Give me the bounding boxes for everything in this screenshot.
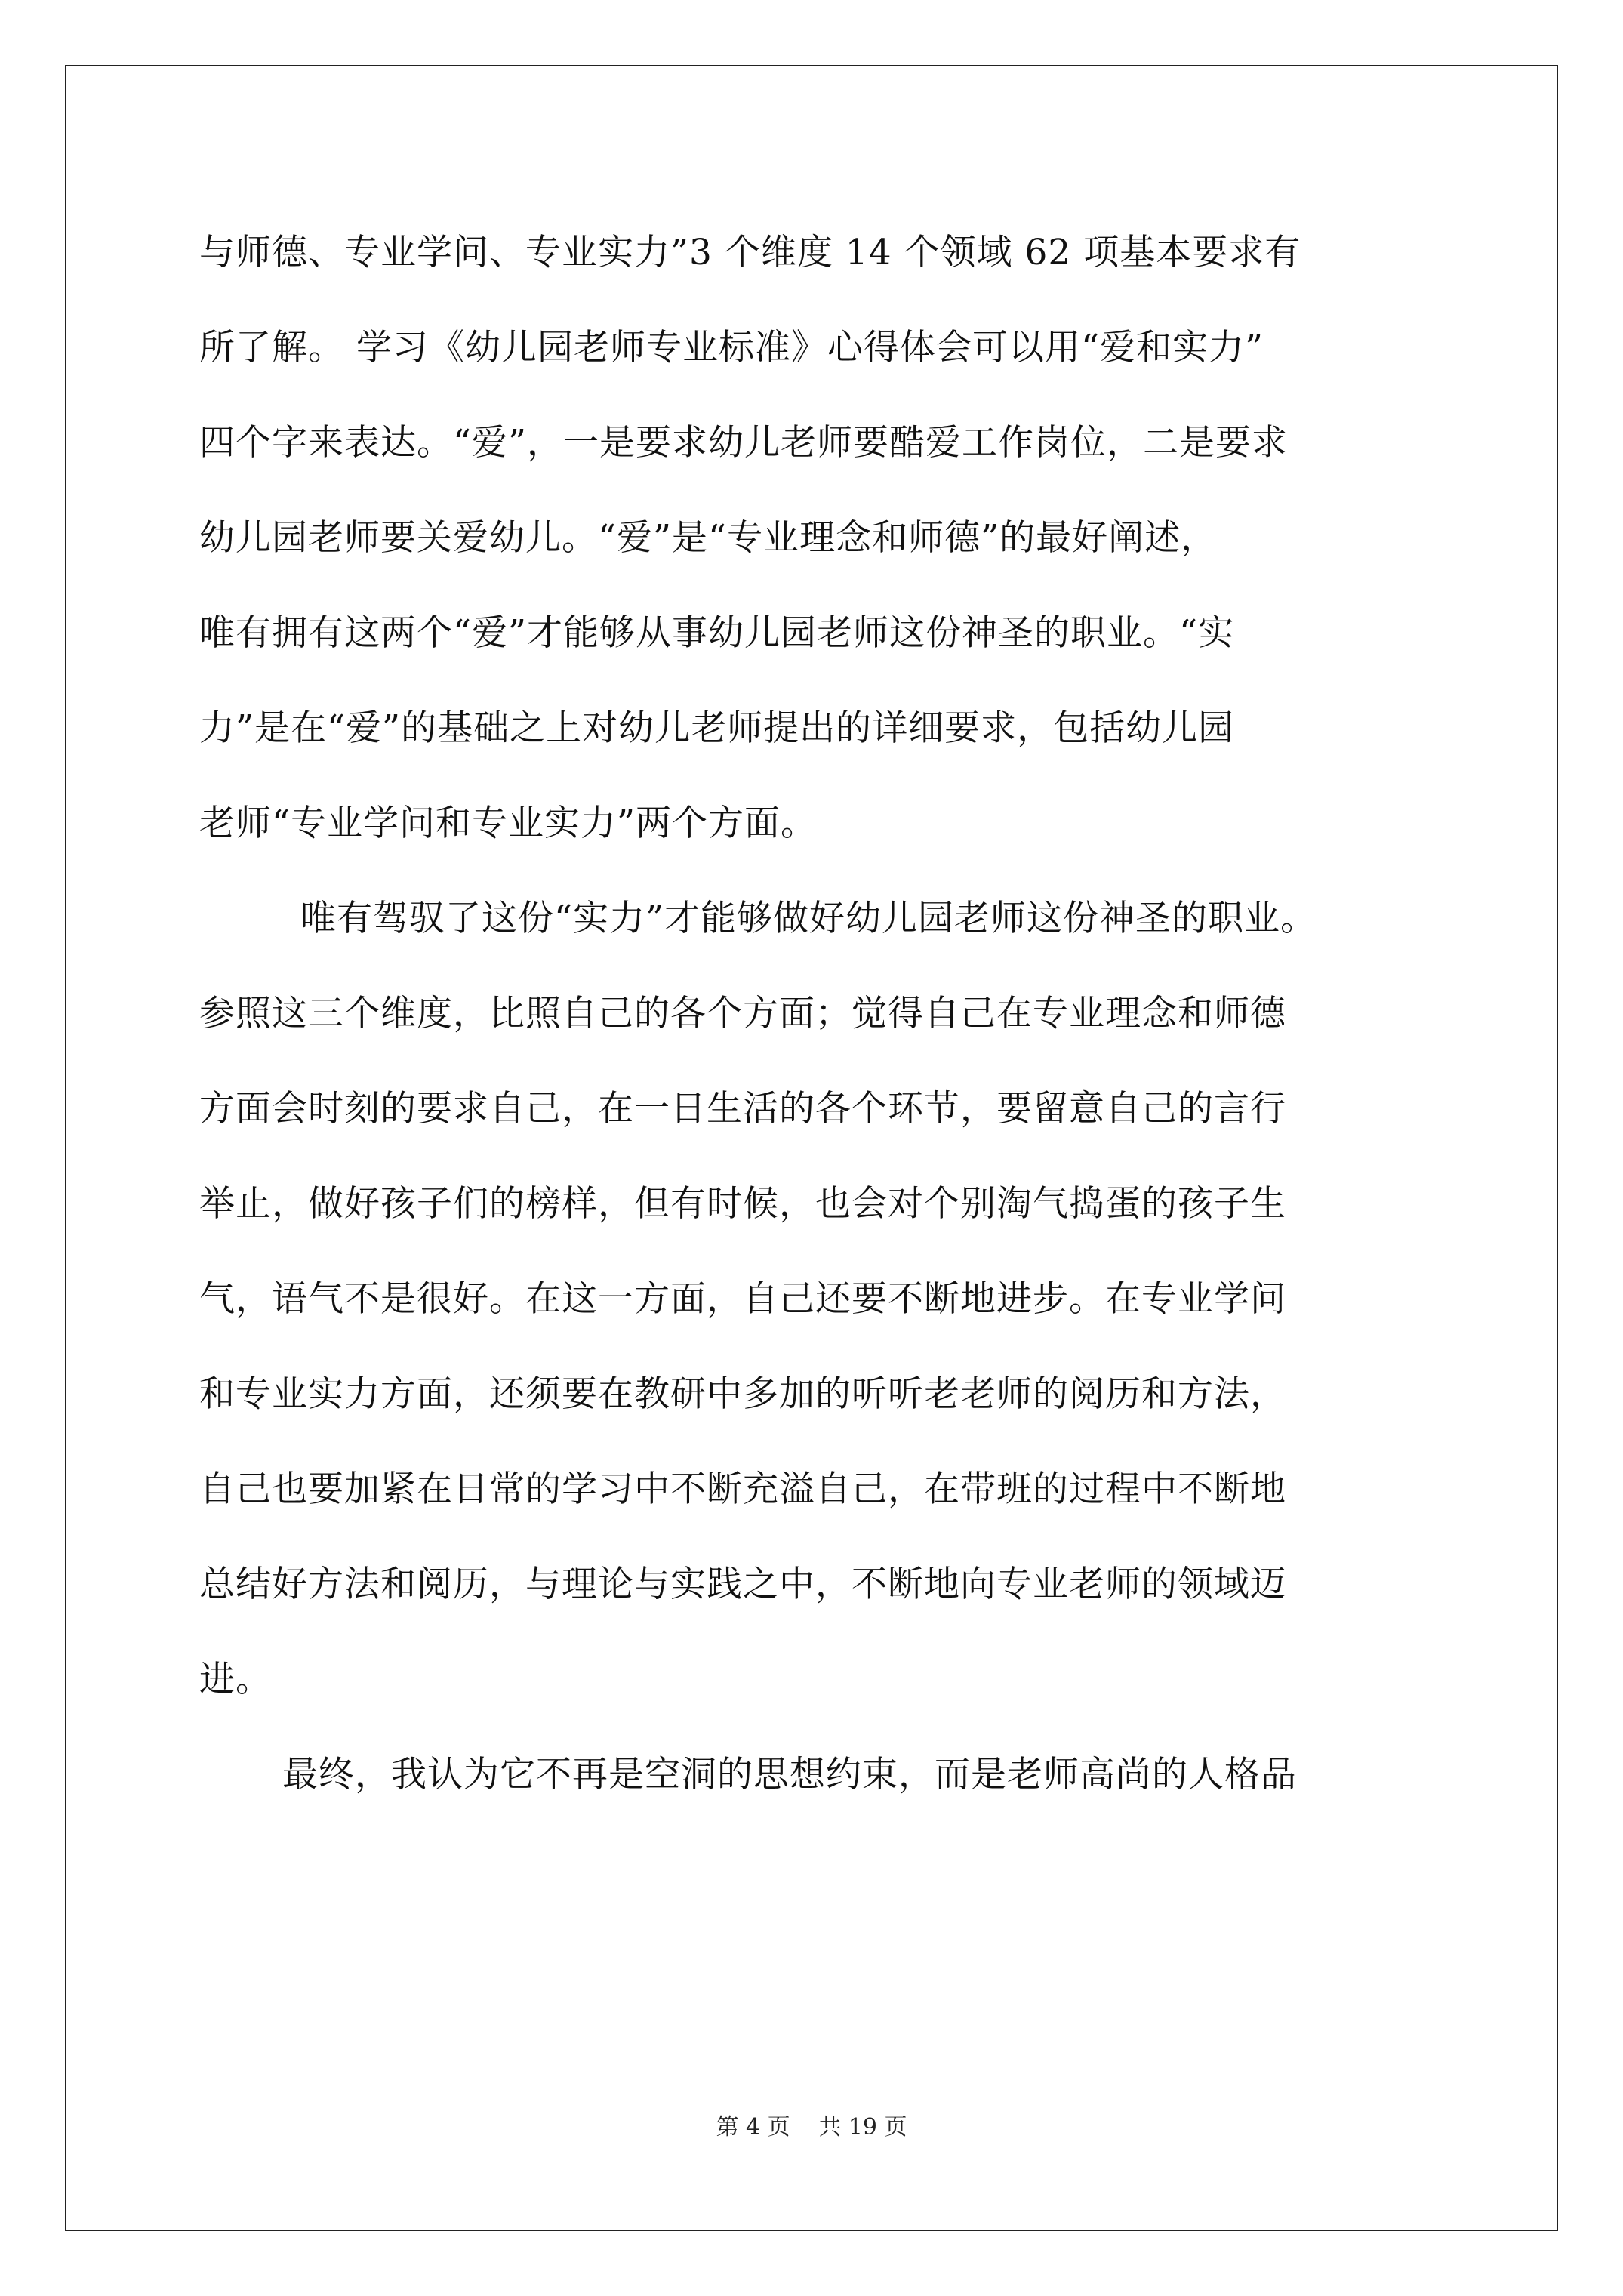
text-line-10: 方面会时刻的要求自己，在一日生活的各个环节，要留意自己的言行 [199,1088,1286,1130]
text-line-8: 唯有驾驭了这份“实力”才能够做好幼儿园老师这份神圣的职业。 [300,898,1317,939]
text-line-12: 气，语气不是很好。在这一方面，自己还要不断地进步。在专业学问 [199,1278,1286,1320]
page-footer [0,2113,1623,2143]
text-line-15: 总结好方法和阅历，与理论与实践之中，不断地向专业老师的领域迈 [199,1564,1286,1605]
page-total: 共 19 页 [818,2114,907,2140]
text-line-14: 自己也要加紧在日常的学习中不断充溢自己，在带班的过程中不断地 [199,1469,1286,1510]
text-line-11: 举止，做好孩子们的榜样，但有时候，也会对个别淘气捣蛋的孩子生 [199,1183,1286,1225]
text-line-3: 四个字来表达。“爱”，一是要求幼儿老师要酷爱工作岗位，二是要求 [199,422,1289,464]
text-line-6: 力”是在“爱”的基础之上对幼儿老师提出的详细要求，包括幼儿园 [199,707,1235,749]
text-line-1: 与师德、专业学问、专业实力”3 个维度 14 个领域 62 项基本要求有 [199,232,1301,273]
text-line-7: 老师“专业学问和专业实力”两个方面。 [199,803,818,844]
page-frame [65,65,1558,2231]
text-line-17: 最终，我认为它不再是空洞的思想约束，而是老师高尚的人格品 [282,1754,1297,1795]
text-line-4: 幼儿园老师要关爱幼儿。“爱”是“专业理念和师德”的最好阐述， [199,517,1218,559]
text-line-2: 所了解。 学习《幼儿园老师专业标准》心得体会可以用“爱和实力” [199,327,1264,368]
text-line-9: 参照这三个维度，比照自己的各个方面；觉得自己在专业理念和师德 [199,993,1286,1034]
text-line-16: 进。 [199,1659,272,1700]
page-number: 第 4 页 [716,2114,790,2140]
text-line-13: 和专业实力方面，还须要在教研中多加的听听老老师的阅历和方法， [199,1373,1286,1415]
text-line-5: 唯有拥有这两个“爱”才能够从事幼儿园老师这份神圣的职业。“实 [199,612,1235,654]
